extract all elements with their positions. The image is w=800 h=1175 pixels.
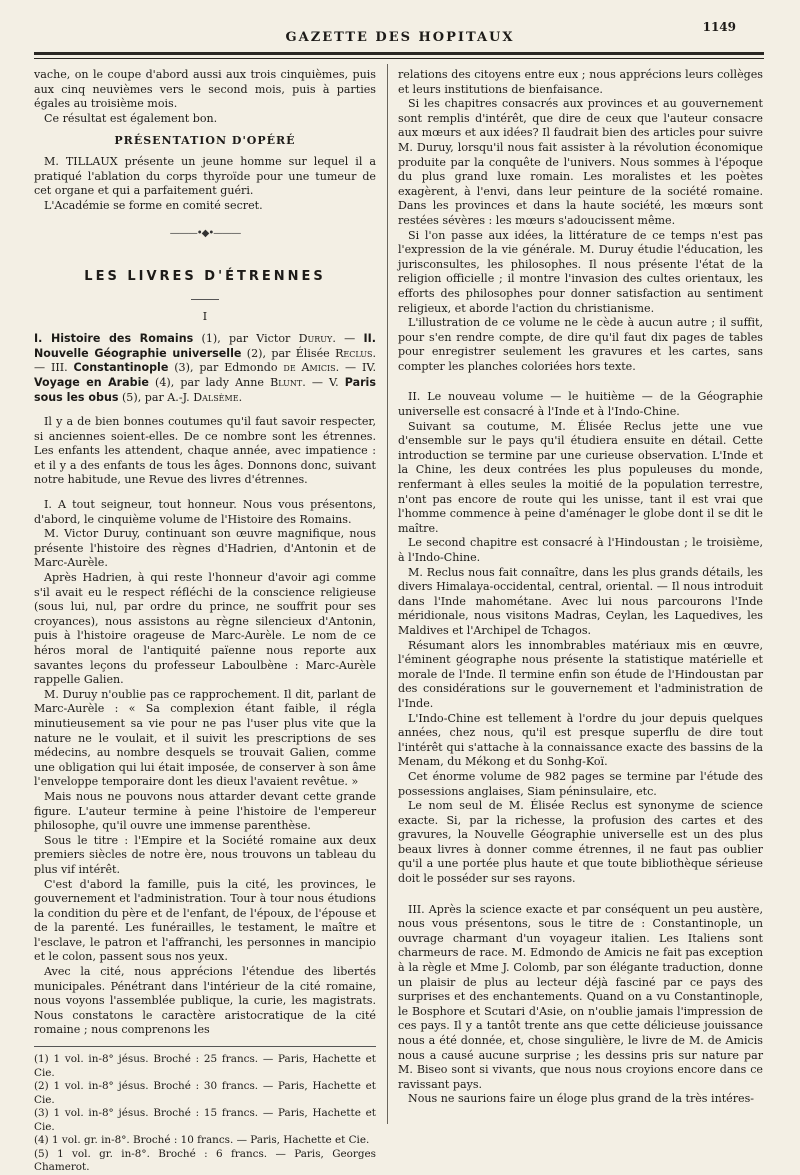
book-title-4: Voyage en Arabie	[34, 375, 149, 389]
book-list-text: (3), par Edmondo	[168, 361, 284, 375]
intro-result: Ce résultat est également bon.	[44, 111, 218, 125]
body-paragraph: Cet énorme volume de 982 pages se termine par l'étude des possessions anglaises, Siam péninsulaire, etc.	[398, 769, 763, 798]
body-paragraph: III. Après la science exacte et par conséquent un peu austère, nous vous présentons, sous le titre de : Constantinople, un ouvrage charmant d'un voyageur italien. Les Italiens sont charmeurs de race. M. Edmondo de Amicis ne fait pas exception à la règle et Mme J. Colomb, par son élégante traduction, donne un plaisir de plus au lecteur déjà fasciné par ce pays des surprises et des enchantements. Quand on a vu Constantinople, le Bosphore et Scutari d'Asie, on n'oublie jamais l'impression de ces pays. Il y a tantôt trente ans que cette délicieuse jouissance nous a été donnée, et, chose singulière, le livre de M. de Amicis nous a causé aucune surprise ; les dessins pris sur nature par M. Biseo sont si vivants, que nous nous croyions encore dans ce ravissant pays.	[398, 902, 763, 1091]
book-author-1: Duruy	[298, 332, 333, 346]
footnotes	[34, 1046, 376, 1175]
body-paragraph: Il y a de bien bonnes coutumes qu'il faut savoir respecter, si anciennes soient-elles. De ce nombre sont les étrennes. Les enfants les attendent, chaque année, avec impatience : et il y a des enfants de tous les âges. Donnons donc, suivant notre habitude, une Revue des livres d'étrennes.	[34, 415, 376, 487]
roman-numeral-heading: I	[202, 309, 208, 323]
body-paragraph: II. Le nouveau volume — le huitième — de la Géographie universelle est consacré à l'Inde et à l'Indo-Chine.	[398, 390, 763, 419]
body-paragraph: Sous le titre : l'Empire et la Société romaine aux deux premiers siècles de notre ère, nous trouvons un tableau du plus vif intérêt.	[34, 833, 376, 876]
book-list-text: (5), par A.-J.	[118, 390, 194, 404]
page-number: 1149	[702, 20, 736, 34]
book-list-text: . — III.	[34, 346, 377, 375]
book-list-text: (4), par lady Anne	[148, 375, 271, 389]
footnote: (3) 1 vol. in-8° jésus. Broché : 15 francs. — Paris, Hachette et Cie.	[34, 1107, 376, 1133]
right-column	[398, 68, 763, 1124]
footnote: (1) 1 vol. in-8° jésus. Broché : 25 francs. — Paris, Hachette et Cie.	[34, 1053, 376, 1079]
book-list	[34, 332, 376, 405]
book-author-4: Blunt	[270, 375, 303, 389]
book-list-text: .	[238, 390, 243, 404]
body-paragraph: Si l'on passe aux idées, la littérature de ce temps n'est pas l'expression de la vie générale. M. Duruy étudie l'éducation, les jurisconsultes, les philosophes. Il nous présente l'état de la religion officielle ; il montre l'invasion des cultes orientaux, les efforts des philosophes pour donner satisfaction au sentiment religieux, et aborde l'action du christianisme.	[398, 228, 763, 315]
body-paragraph: M. Victor Duruy, continuant son œuvre magnifique, nous présente l'histoire des règnes d'Hadrien, d'Antonin et de Marc-Aurèle.	[34, 527, 376, 570]
page-header-title: GAZETTE DES HOPITAUX	[285, 30, 515, 45]
book-list-text: (2), par Élisée	[241, 346, 336, 360]
body-paragraph: Avec la cité, nous apprécions l'étendue des libertés municipales. Pénétrant dans l'intérieur de la cité romaine, nous voyons l'assemblée publique, la curie, les magistrats. Nous constatons le caractère aristocratique de la cité romaine ; nous comprenons les	[34, 965, 376, 1037]
header-rule-thick	[34, 52, 764, 55]
book-list-text: (1), par Victor	[193, 332, 299, 346]
book-title-1: I. Histoire des Romains	[34, 332, 194, 346]
column-divider	[387, 64, 388, 1124]
book-list-text: . —	[332, 332, 364, 346]
book-list-text: . — V.	[302, 375, 345, 389]
presentation-text: présente un jeune homme sur lequel il a pratiqué l'ablation du corps thyroïde pour une tumeur de cet organe et qui a parfaitement guéri.	[34, 154, 377, 198]
book-title-5: Paris sous les obus	[34, 375, 376, 404]
body-paragraph: Résumant alors les innombrables matériaux mis en œuvre, l'éminent géographe nous présente la statistique matérielle et morale de l'Inde. Il termine enfin son étude de l'Hindoustan par des considérations sur le gouvernement et l'administration de l'Inde.	[398, 638, 763, 710]
book-author-5: Dalsème	[193, 390, 239, 404]
presentation-heading: PRÉSENTATION D'OPÉRÉ	[114, 134, 296, 148]
body-paragraph: relations des citoyens entre eux ; nous apprécions leurs collèges et leurs institutions de bienfaisance.	[398, 68, 763, 96]
body-paragraph: Suivant sa coutume, M. Élisée Reclus jette une vue d'ensemble sur le pays qu'il étudiera ensuite en détail. Cette introduction se termine par une curieuse observation. L'Inde et la Chine, les deux contrées les plus populeuses du monde, renfermant à elles seules la moitié de la population terrestre, n'ont pas encore de route qui les unisse, tant il est vrai que l'homme commence à peine d'aménager le globe dont il se dit le maître.	[398, 419, 763, 535]
section-ornament: ———•◆•———	[169, 228, 241, 240]
body-paragraph: Nous ne saurions faire un éloge plus grand de la très intéres-	[408, 1092, 755, 1106]
body-paragraph: M. Reclus nous fait connaître, dans les plus grands détails, les divers Himalaya-occidental, central, oriental. — Il nous introduit dans l'Inde mahométane. Avec lui nous parcourons l'Inde méridionale, nous visitons Madras, Ceylan, les Laquedives, les Maldives et l'Archipel de Tchagos.	[398, 565, 763, 637]
body-paragraph: L'illustration de ce volume ne le cède à aucun autre ; il suffit, pour s'en rendre compte, de dire qu'il faut dix pages de tables pour enregistrer seulement les gravures et les cartes, sans compter les planches coloriées hors texte.	[398, 316, 763, 373]
body-paragraph: Après Hadrien, à qui reste l'honneur d'avoir agi comme s'il avait eu le respect réfléchi de la conscience religieuse (sous lui, nul, par ordre du prince, ne souffrit pour ses croyances), nous assistons au règne silencieux d'Antonin, puis à l'histoire orageuse de Marc-Aurèle. Le nom de ce héros moral de l'antiquité païenne nous reporte aux savantes leçons du professeur Laboulbène : Marc-Aurèle rappelle Galien.	[34, 571, 376, 687]
body-paragraph: Le nom seul de M. Élisée Reclus est synonyme de science exacte. Si, par la richesse, la profusion des cartes et des gravures, la Nouvelle Géographie universelle est un des plus beaux livres à donner comme étrennes, il ne faut pas oublier qu'il a une portée plus haute et que toute bibliothèque sérieuse doit le posséder sur ses rayons.	[398, 799, 763, 886]
body-paragraph: M. Duruy n'oublie pas ce rapprochement. Il dit, parlant de Marc-Aurèle : « Sa complexion étant faible, il régla minutieusement sa vie pour ne pas l'user plus vite que la nature ne le voulait, et il suivit les prescriptions de ses médecins, au nombre desquels se trouvait Galien, comme une obligation qui lui était imposée, de conserver à son âme l'enveloppe temporaire dont les dieux l'avaient revêtue. »	[34, 687, 376, 789]
comite-line: L'Académie se forme en comité secret.	[44, 198, 263, 212]
body-paragraph: C'est d'abord la famille, puis la cité, les provinces, le gouvernement et l'administration. Tour à tour nous étudions la condition du père et de l'enfant, de l'époux, de l'épouse et de la parenté. Les funérailles, le testament, le maître et l'esclave, le patron et l'affranchi, les personnes in mancipio et le colon, passent sous nos yeux.	[34, 877, 376, 964]
heading-small-rule	[191, 299, 219, 300]
presenter-name: M. TILLAUX	[44, 154, 118, 168]
book-title-2: II. Nouvelle Géographie universelle	[34, 332, 376, 360]
section-heading: LES LIVRES D'ÉTRENNES	[84, 268, 326, 284]
footnote: (2) 1 vol. in-8° jésus. Broché : 30 francs. — Paris, Hachette et Cie.	[34, 1080, 376, 1106]
presentation-paragraph	[34, 155, 376, 199]
body-paragraph: Mais nous ne pouvons nous attarder devant cette grande figure. L'auteur termine à peine l'histoire de l'empereur philosophe, qu'il ouvre une immense parenthèse.	[34, 789, 376, 833]
body-paragraph: Le second chapitre est consacré à l'Hindoustan ; le troisième, à l'Indo-Chine.	[398, 536, 763, 564]
book-author-3: de Amicis	[283, 361, 336, 375]
book-title-3: Constantinople	[73, 361, 169, 375]
intro-paragraph: vache, on le coupe d'abord aussi aux trois cinquièmes, puis aux cinq neuvièmes vers le second mois, puis à parties égales au troisième mois.	[34, 68, 376, 111]
body-paragraph: Si les chapitres consacrés aux provinces et au gouvernement sont remplis d'intérêt, que dire de ceux que l'auteur consacre aux mœurs et aux idées? Il faudrait bien des articles pour suivre M. Duruy, lorsqu'il nous fait assister à la révolution économique produite par la conquête de l'univers. Nous sommes à l'époque du plus grand luxe romain. Les moralistes et les poètes exagèrent, à l'envi, dans leur peinture de la société romaine. Dans les provinces et dans la haute société, les mœurs sont restées sévères : les mœurs s'adoucissent même.	[398, 97, 763, 227]
footnote: (4) 1 vol. gr. in-8°. Broché : 10 francs. — Paris, Hachette et Cie.	[34, 1134, 370, 1147]
footnote: (5) 1 vol. gr. in-8°. Broché : 6 francs. — Paris, Georges Chamerot.	[34, 1147, 376, 1174]
book-author-2: Reclus	[335, 346, 373, 360]
header-rule-thin	[34, 58, 764, 59]
body-paragraph: L'Indo-Chine est tellement à l'ordre du jour depuis quelques années, chez nous, qu'il est presque superflu de dire tout l'intérêt qui s'attache à la connaissance exacte des bassins de la Menam, du Mékong et du Sonhg-Koï.	[398, 711, 763, 769]
book-list-text: . — IV.	[335, 361, 376, 375]
body-paragraph: I. A tout seigneur, tout honneur. Nous vous présentons, d'abord, le cinquième volume de l'Histoire des Romains.	[34, 498, 376, 526]
left-column	[34, 68, 377, 1174]
